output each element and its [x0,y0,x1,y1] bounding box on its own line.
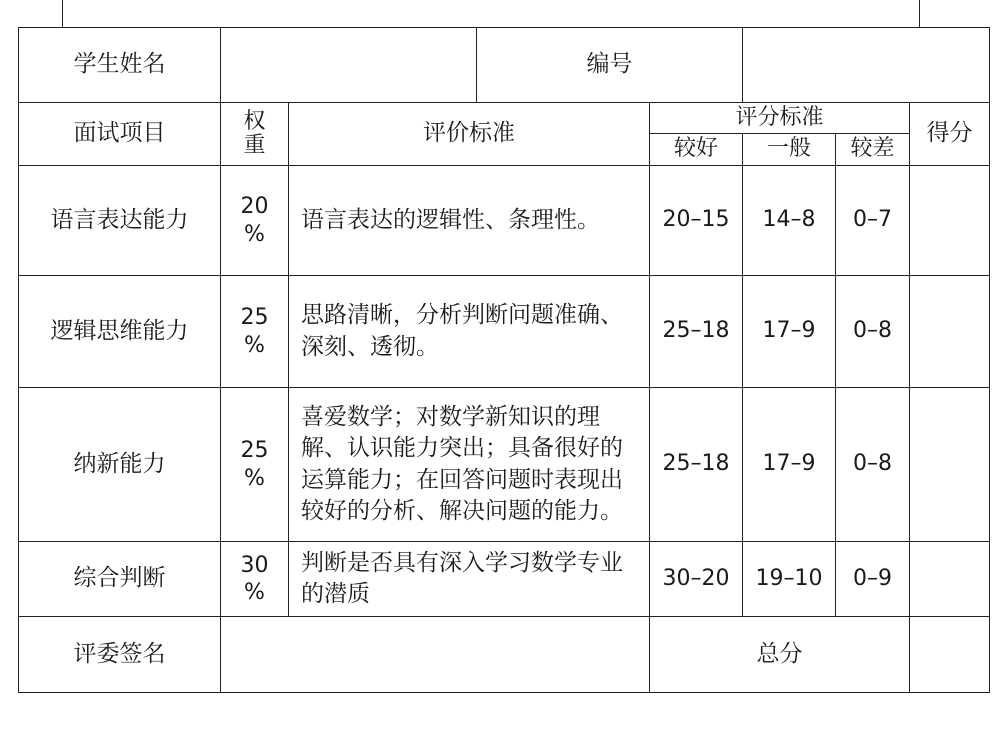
col-header-weight-line2: 重 [243,133,266,158]
table-row [19,166,990,276]
number-label: 编号 [477,28,743,103]
row-score-field[interactable] [910,276,990,388]
row-poor-range: 0–9 [836,542,910,617]
row-good-range: 25–18 [650,276,743,388]
row-score-field[interactable] [910,388,990,542]
row-weight-unit: % [244,221,265,247]
row-item: 纳新能力 [19,388,221,542]
col-header-good: 较好 [650,134,743,166]
row-item: 逻辑思维能力 [19,276,221,388]
table-row [19,542,990,617]
column-header-row-1 [19,103,990,134]
row-poor-range: 0–8 [836,276,910,388]
student-info-row [19,28,990,103]
row-poor-range: 0–7 [836,166,910,276]
col-header-weight-line1: 权 [243,108,266,134]
row-weight-num: 25 [240,305,269,330]
row-criteria: 语言表达的逻辑性、条理性。 [289,166,650,276]
row-good-range: 30–20 [650,542,743,617]
col-header-criteria: 评价标准 [289,103,650,166]
top-border-line-right [919,0,920,28]
table-row [19,388,990,542]
total-score-field[interactable] [910,617,990,693]
row-good-range: 25–18 [650,388,743,542]
row-weight-unit: % [244,580,265,605]
total-label: 总分 [650,617,910,693]
row-weight-num: 20 [240,194,269,219]
col-header-scoring: 评分标准 [650,103,910,134]
row-criteria: 判断是否具有深入学习数学专业的潜质 [289,542,650,617]
row-average-range: 19–10 [743,542,836,617]
col-header-average: 一般 [743,134,836,166]
row-good-range: 20–15 [650,166,743,276]
interview-score-table [18,27,990,693]
row-weight [221,542,289,617]
row-average-range: 14–8 [743,166,836,276]
signature-row [19,617,990,693]
row-weight-unit: % [244,465,265,491]
row-criteria: 思路清晰，分析判断问题准确、深刻、透彻。 [289,276,650,388]
judge-sign-field[interactable] [221,617,650,693]
row-weight-unit: % [244,332,265,358]
row-score-field[interactable] [910,542,990,617]
student-name-field[interactable] [221,28,477,103]
col-header-score: 得分 [910,103,990,166]
row-criteria: 喜爱数学；对数学新知识的理解、认识能力突出；具备很好的运算能力；在回答问题时表现出较好的分析、解决问题的能力。 [289,388,650,542]
number-field[interactable] [743,28,990,103]
top-border-line-left [62,0,63,28]
row-weight-num: 30 [240,552,269,578]
col-header-item: 面试项目 [19,103,221,166]
student-name-label: 学生姓名 [19,28,221,103]
row-score-field[interactable] [910,166,990,276]
row-average-range: 17–9 [743,276,836,388]
row-weight [221,388,289,542]
row-weight [221,166,289,276]
row-weight-num: 25 [240,438,269,463]
judge-sign-label: 评委签名 [19,617,221,693]
row-poor-range: 0–8 [836,388,910,542]
table-row [19,276,990,388]
col-header-poor: 较差 [836,134,910,166]
col-header-weight [221,103,289,166]
row-average-range: 17–9 [743,388,836,542]
row-item: 语言表达能力 [19,166,221,276]
row-item: 综合判断 [19,542,221,617]
row-weight [221,276,289,388]
